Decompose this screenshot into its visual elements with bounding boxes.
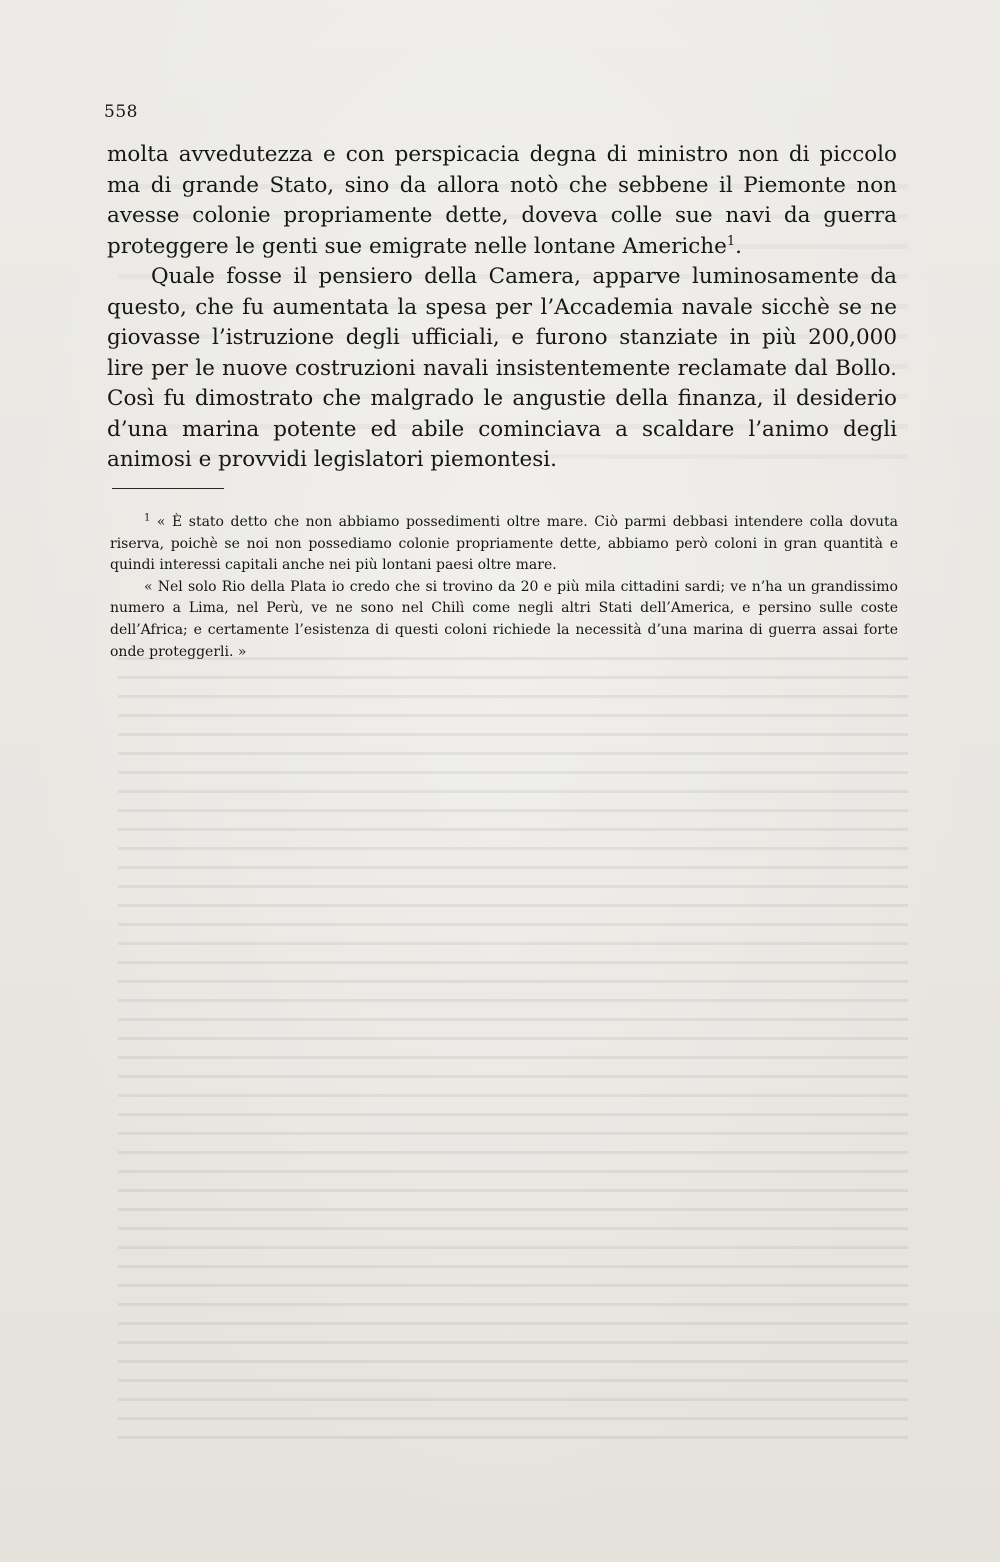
footnote <box>110 512 898 577</box>
paragraph-text: molta avvedutezza e con perspicacia degna di ministro non di piccolo ma di grande Stato, sino da allora notò che sebbene il Piemonte non avesse colonie propriamente dette, doveva colle sue navi da guerra proteggere le genti sue emigrate nelle lontane Americhe <box>107 142 897 259</box>
footnote-continuation: « Nel solo Rio della Plata io credo che si trovino da 20 e più mila cittadini sardi; ve n’ha un grandissimo numero a Lima, nel Perù, ve ne sono nel Chilì come negli altri Stati dell’America, e persino sulle coste dell’Africa; e certamente l’esistenza di questi coloni richiede la necessità d’una marina di guerra assai forte onde proteggerli. » <box>110 578 898 660</box>
footnote-text: « È stato detto che non abbiamo possedimenti oltre mare. Ciò parmi debbasi intendere colla dovuta riserva, poichè se noi non possediamo colonie propriamente dette, abbiamo però coloni in gran quantità e quindi interessi capitali anche nei più lontani paesi oltre mare. <box>110 514 898 574</box>
footnote-separator-rule <box>112 488 224 489</box>
reverse-side-bleed-through <box>118 646 908 1446</box>
footnote-reference: 1 <box>726 233 736 249</box>
footnote-mark: 1 <box>144 512 151 524</box>
page-number: 558 <box>104 102 138 122</box>
footnotes <box>110 512 898 663</box>
paragraph-end: . <box>735 233 742 259</box>
paragraph <box>107 140 897 262</box>
paragraph: Quale fosse il pensiero della Camera, apparve luminosamente da questo, che fu aumentata la spesa per l’Accademia navale sicchè se ne giovasse l’istruzione degli ufficiali, e furono stanziate in più 200,000 lire per le nuove costruzioni navali insistentemente reclamate dal Bollo. Così fu dimostrato che malgrado le angustie della finanza, il desiderio d’una marina potente ed abile cominciava a scaldare l’animo degli animosi e provvidi legislatori piemontesi. <box>107 264 897 472</box>
main-text <box>107 140 897 476</box>
